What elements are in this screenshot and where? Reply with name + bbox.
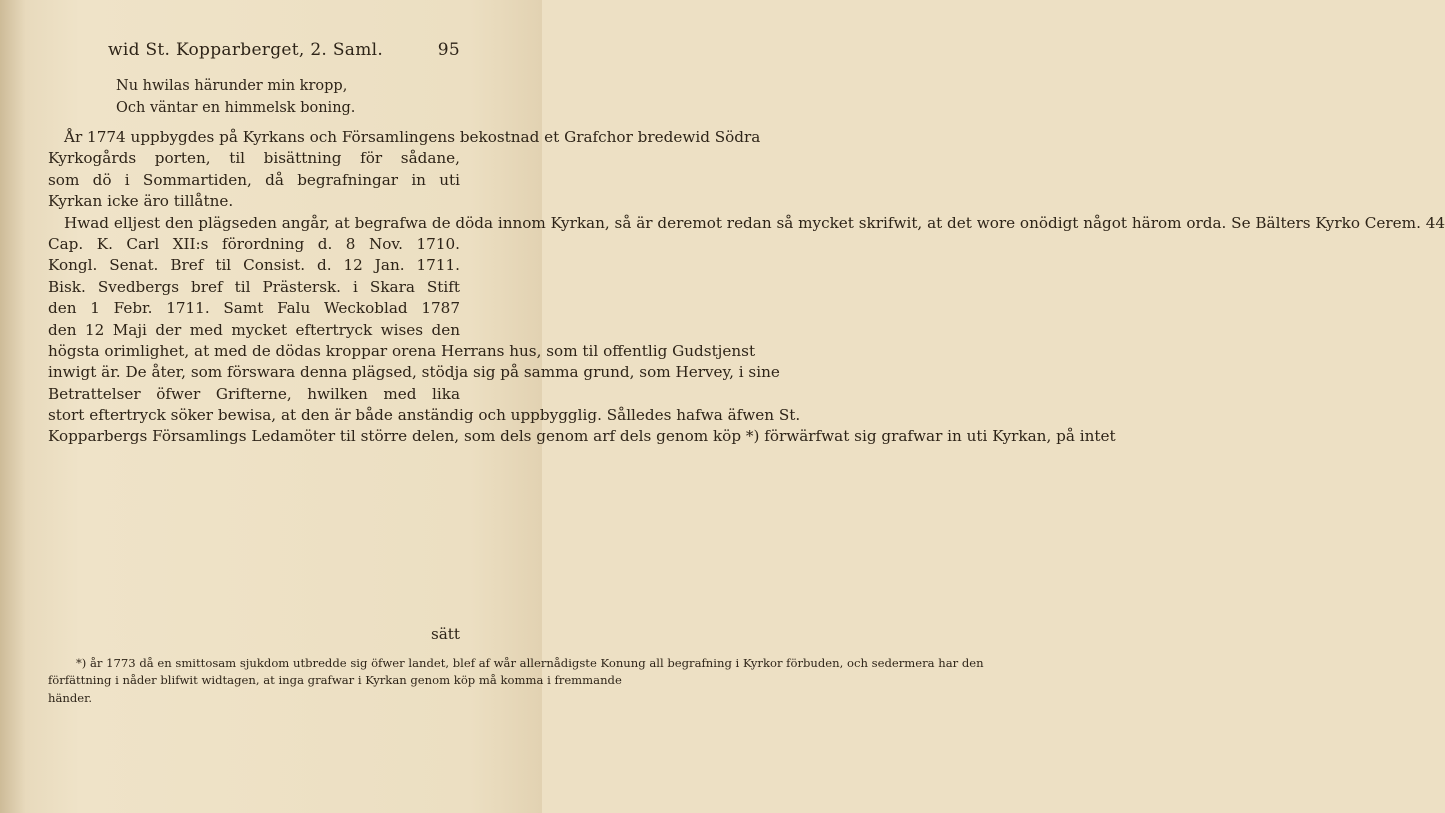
- text-line: [48, 341, 756, 362]
- text-line: [48, 426, 1116, 447]
- page-number: 95: [437, 40, 460, 60]
- paragraph-2-line-1: Hwad elljest den plägseden angår, at begrafwa de döda innom Kyrkan, så är deremot redan så mycket skrifwit, at det wore onödigt något härom orda. Se Bälters Kyrko Cerem. 44: [64, 213, 1445, 232]
- paragraph-2-line-9: Betrattelser öfwer Grifterne, hwilken med lika: [48, 384, 460, 403]
- text-line: [48, 320, 460, 341]
- paragraph-1-line-4: Kyrkan icke äro tillåtne.: [48, 192, 234, 211]
- text-line: [48, 405, 801, 426]
- text-line: [48, 255, 460, 276]
- text-line: [48, 127, 761, 148]
- footnote-line: händer.: [48, 690, 93, 705]
- text-line: [48, 384, 460, 405]
- footnote: [48, 655, 984, 707]
- text-line: [48, 213, 1445, 234]
- paragraph-2-line-4: Bisk. Svedbergs bref til Prästersk. i Skara Stift: [48, 277, 460, 296]
- footnote-line: *) år 1773 då en smittosam sjukdom utbredde sig öfwer landet, blef af wår allernådigste Konung all begrafning i Kyrkor förbuden, och sedermera har den: [76, 656, 984, 670]
- page-header: [108, 40, 460, 66]
- paragraph-2-line-6: den 12 Maji der med mycket eftertryck wises den: [48, 320, 460, 339]
- running-title: wid St. Kopparberget, 2. Saml.: [108, 40, 384, 60]
- catchword: sätt: [430, 625, 460, 643]
- paragraph-1-line-2: Kyrkogårds porten, til bisättning för sådane,: [48, 149, 460, 168]
- paragraph-1-line-1: År 1774 uppbygdes på Kyrkans och Församlingens bekostnad et Grafchor bredewid Södra: [64, 128, 761, 146]
- text-line: [48, 298, 460, 319]
- text-line: [48, 170, 460, 191]
- verse-line: Nu hwilas härunder min kropp,: [116, 78, 348, 94]
- footnote-line: förfättning i nåder blifwit widtagen, at inga grafwar i Kyrkan genom köp må komma i fremmande: [48, 673, 622, 688]
- paragraph-1-line-3: som dö i Sommartiden, då begrafningar in uti: [48, 170, 460, 189]
- paragraph-2-line-7: högsta orimlighet, at med de dödas kroppar orena Herrans hus, som til offentlig Gudstjenst: [48, 341, 756, 360]
- text-line: [48, 148, 460, 169]
- paragraph-2-line-3: Kongl. Senat. Bref til Consist. d. 12 Jan. 1711.: [48, 256, 460, 275]
- main-text: [48, 127, 1445, 448]
- text-line: [48, 362, 780, 383]
- text-line: [48, 234, 460, 255]
- paragraph-2-line-11: Kopparbergs Församlings Ledamöter til större delen, som dels genom arf dels genom köp *) förwärfwat sig grafwar in uti Kyrkan, på intet: [48, 427, 1116, 446]
- paragraph-2-line-2: Cap. K. Carl XII:s förordning d. 8 Nov. 1710.: [48, 234, 460, 253]
- paragraph-2-line-10: stort eftertryck söker bewisa, at den är både anständig och uppbygglig. Sålledes hafwa äfwen St.: [48, 406, 801, 425]
- paragraph-2-line-5: den 1 Febr. 1711. Samt Falu Weckoblad 1787: [48, 299, 460, 318]
- verse-line: Och väntar en himmelsk boning.: [116, 100, 356, 116]
- text-line: [48, 277, 460, 298]
- paragraph-2-line-8: inwigt är. De åter, som förswara denna plägsed, stödja sig på samma grund, som Hervey, i sine: [48, 363, 780, 382]
- text-line: [48, 191, 460, 212]
